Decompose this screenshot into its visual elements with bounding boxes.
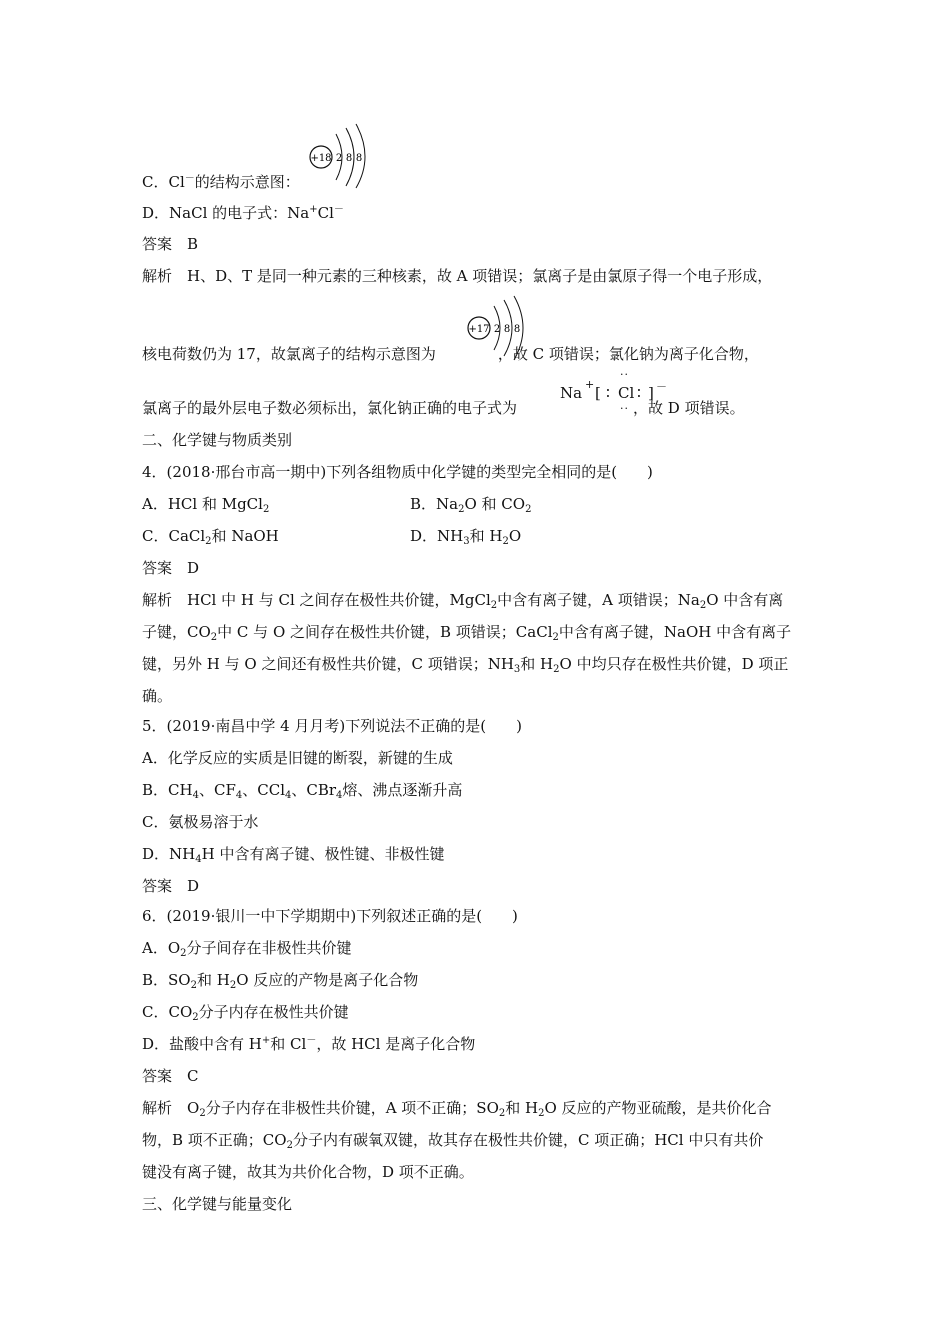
text: C．CaCl <box>142 527 206 545</box>
section-heading-2: 二、化学键与物质类别 <box>142 431 293 449</box>
q4-explanation-line3 <box>142 654 788 674</box>
q3-answer: 答案 B <box>142 235 199 253</box>
q5-answer: 答案 D <box>142 877 200 895</box>
text: 和 H <box>520 655 554 673</box>
text: 氯离子的最外层电子数必须标出，氯化钠正确的电子式为 <box>142 399 518 417</box>
text: 和 NaOH <box>211 527 279 545</box>
text: 中 C 与 O 之间存在极性共价键，B 项错误；CaCl <box>217 623 553 641</box>
text: 核电荷数仍为 17，故氯离子的结构示意图为 <box>142 345 436 363</box>
cl-ion-structure-diagram-explanation <box>466 294 528 364</box>
q6-option-d <box>142 1034 475 1054</box>
text: 和 Cl <box>270 1035 307 1053</box>
subscript: 2 <box>458 504 465 515</box>
subscript: 3 <box>513 664 521 675</box>
text: 物，B 项不正确；CO <box>142 1131 287 1149</box>
text: 的结构示意图： <box>194 173 300 191</box>
subscript: 2 <box>205 536 212 547</box>
text: 中含有离子键，NaOH 中含有离子 <box>558 623 792 641</box>
subscript: 2 <box>229 980 237 991</box>
q6-explanation-line3: 键没有离子键，故其为共价化合物，D 项不正确。 <box>142 1163 474 1181</box>
superscript: － <box>306 1035 317 1046</box>
nucleus-charge: +18 <box>310 153 332 164</box>
nucleus-charge: +17 <box>468 324 490 335</box>
text: ，故 C 项错误；氯化钠为离子化合物， <box>497 345 759 363</box>
subscript: 2 <box>498 1108 506 1119</box>
subscript: 2 <box>190 980 197 991</box>
text: B．Na <box>410 495 459 513</box>
subscript: 2 <box>552 632 559 643</box>
q5-stem: 5．(2019·南昌中学 4 月月考)下列说法不正确的是( ) <box>142 717 522 735</box>
text: 、CCl <box>242 781 285 799</box>
q6-stem: 6．(2019·银川一中下学期期中)下列叙述正确的是( ) <box>142 907 518 925</box>
text: B．CH <box>142 781 193 799</box>
text: O 反应的产物亚硫酸，是共价化合 <box>544 1099 772 1117</box>
text: C．Cl <box>142 173 185 191</box>
left-bracket: [ <box>595 384 601 402</box>
q5-option-a: A．化学反应的实质是旧键的断裂，新键的生成 <box>142 749 453 767</box>
cl-symbol: Cl <box>618 384 635 402</box>
subscript: 3 <box>463 536 470 547</box>
shell-electrons: 8 <box>513 324 521 335</box>
text: 、CF <box>198 781 236 799</box>
right-dots: ∶ <box>637 384 641 402</box>
text: 熔、沸点逐渐升高 <box>342 781 463 799</box>
text: 分子内存在非极性共价键，A 项不正确；SO <box>205 1099 499 1117</box>
subscript: 4 <box>285 790 292 801</box>
q6-explanation-line2 <box>142 1130 763 1150</box>
text: O <box>508 527 522 545</box>
q5-option-c: C．氨极易溶于水 <box>142 813 259 831</box>
cl-charge: － <box>656 380 667 393</box>
text: 和 H <box>469 527 503 545</box>
q4-option-a <box>142 494 269 514</box>
subscript: 2 <box>553 664 560 675</box>
shell-electrons: 8 <box>345 153 353 164</box>
q4-option-c <box>142 526 279 546</box>
subscript: 4 <box>336 790 343 801</box>
q4-option-d <box>410 526 521 546</box>
text: 和 H <box>196 971 230 989</box>
text: O 中含有离 <box>706 591 784 609</box>
bottom-dots: ·· <box>620 402 629 415</box>
q6-explanation-line1 <box>142 1098 772 1118</box>
superscript: + <box>261 1035 271 1046</box>
shell-electrons: 2 <box>493 324 501 335</box>
top-dots: ·· <box>620 368 629 381</box>
shell-electrons: 8 <box>355 153 363 164</box>
q4-explanation-line1 <box>142 590 783 610</box>
text: D．NH <box>142 845 196 863</box>
subscript: 2 <box>199 1108 206 1119</box>
q3-option-c <box>142 172 300 192</box>
q4-stem: 4．(2018·邢台市高一期中)下列各组物质中化学键的类型完全相同的是( ) <box>142 463 653 481</box>
text: B．SO <box>142 971 191 989</box>
text: ，故 D 项错误。 <box>633 399 745 417</box>
shell-electrons: 2 <box>335 153 343 164</box>
subscript: 2 <box>525 504 532 515</box>
text: H 中含有离子键、极性键、非极性键 <box>201 845 445 863</box>
subscript: 2 <box>262 504 270 515</box>
superscript: － <box>333 204 344 215</box>
text: C．CO <box>142 1003 193 1021</box>
text: 键，另外 H 与 O 之间还有极性共价键，C 项错误；NH <box>142 655 514 673</box>
subscript: 2 <box>192 1012 199 1023</box>
subscript: 4 <box>192 790 199 801</box>
shell-electrons: 8 <box>503 324 511 335</box>
text: 解析 HCl 中 H 与 Cl 之间存在极性共价键，MgCl <box>142 591 491 609</box>
q6-answer: 答案 C <box>142 1067 199 1085</box>
subscript: 4 <box>195 854 202 865</box>
cl-ion-structure-diagram <box>308 120 370 190</box>
superscript: － <box>184 173 195 184</box>
text: D．NaCl 的电子式：Na <box>142 204 310 222</box>
q3-explanation-line1: 解析 H、D、T 是同一种元素的三种核素，故 A 项错误；氯离子是由氯原子得一个电子形成， <box>142 267 773 285</box>
text: D．盐酸中含有 H <box>142 1035 262 1053</box>
q4-answer: 答案 D <box>142 559 200 577</box>
subscript: 4 <box>235 790 243 801</box>
q4-explanation-line2 <box>142 622 791 642</box>
subscript: 2 <box>286 1140 293 1151</box>
text: O 和 CO <box>464 495 526 513</box>
subscript: 2 <box>502 536 509 547</box>
right-bracket: ] <box>648 384 654 402</box>
superscript: + <box>309 204 318 215</box>
text: A．O <box>142 939 181 957</box>
subscript: 2 <box>699 600 707 611</box>
text: 分子内存在极性共价键 <box>198 1003 349 1021</box>
text: 子键，CO <box>142 623 211 641</box>
q6-option-c <box>142 1002 349 1022</box>
text: 分子间存在非极性共价键 <box>186 939 352 957</box>
text: 解析 O <box>142 1099 200 1117</box>
text: ，故 HCl 是离子化合物 <box>316 1035 476 1053</box>
text: 、CBr <box>291 781 337 799</box>
subscript: 2 <box>210 632 218 643</box>
text: O 反应的产物是离子化合物 <box>236 971 419 989</box>
q6-option-a <box>142 938 352 958</box>
q5-option-b <box>142 780 462 800</box>
subscript: 2 <box>538 1108 545 1119</box>
q5-option-d <box>142 844 444 864</box>
q3-option-d <box>142 203 344 223</box>
section-heading-3: 三、化学键与能量变化 <box>142 1195 293 1213</box>
text: A．HCl 和 MgCl <box>142 495 263 513</box>
q4-explanation-line4: 确。 <box>142 687 173 705</box>
q3-explanation-line2 <box>142 344 759 364</box>
text: O 中均只存在极性共价键，D 项正 <box>559 655 789 673</box>
text: Cl <box>317 204 334 222</box>
na-charge: + <box>585 378 595 391</box>
text: 分子内有碳氧双键，故其存在极性共价键，C 项正确；HCl 中只有共价 <box>292 1131 764 1149</box>
subscript: 2 <box>180 948 187 959</box>
text: 中含有离子键，A 项错误；Na <box>497 591 700 609</box>
text: 和 H <box>505 1099 539 1117</box>
text: D．NH <box>410 527 464 545</box>
q6-option-b <box>142 970 418 990</box>
nacl-electron-formula <box>560 368 672 422</box>
na-symbol: Na <box>560 384 583 402</box>
q4-option-b <box>410 494 531 514</box>
subscript: 2 <box>490 600 498 611</box>
left-dots: ∶ <box>606 384 610 402</box>
